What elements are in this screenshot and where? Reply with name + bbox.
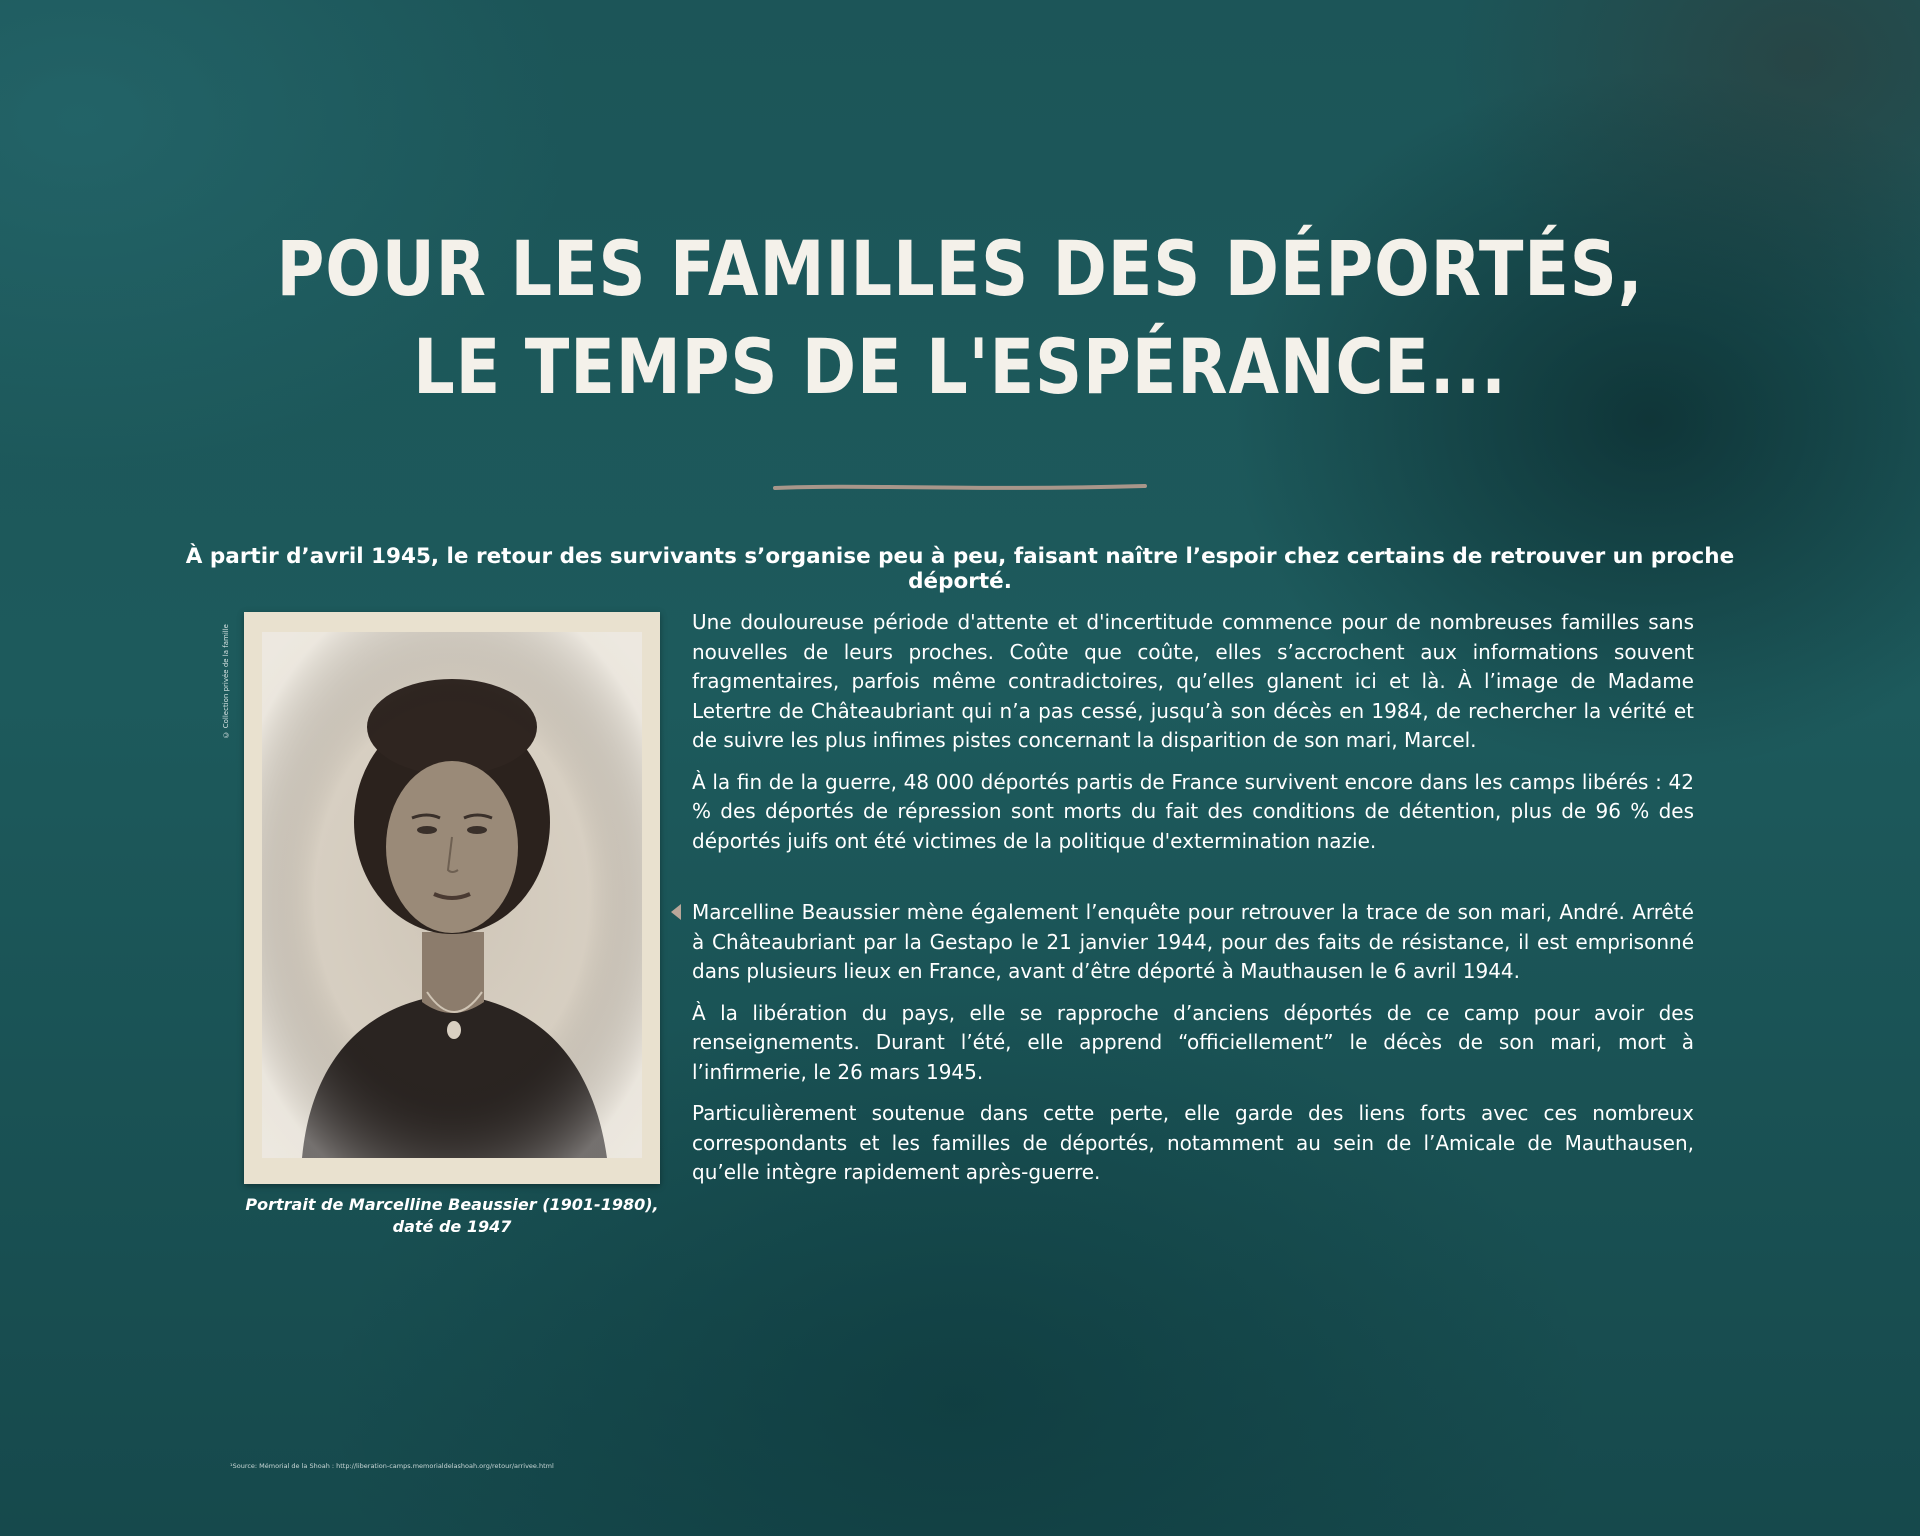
paragraph: Particulièrement soutenue dans cette perte, elle garde des liens forts avec ces nombreux correspondants et les familles de déportés, notamment au sein de l’Amicale de Mauthausen, qu’elle intègre rapidement après-guerre. — [692, 1101, 1694, 1184]
portrait-illustration — [262, 632, 642, 1158]
body-column-a — [692, 608, 1694, 868]
paragraph: À la libération du pays, elle se rapproche d’anciens déportés de ce camp pour avoir des renseignements. Durant l’été, elle apprend “officiellement” le décès de son mari, mort à l’infirmerie, le 26 mars 1945. — [692, 1000, 1694, 1084]
title-line-2: LE TEMPS DE L'ESPÉRANCE... — [413, 322, 1507, 411]
paragraph: Une douloureuse période d'attente et d'incertitude commence pour de nombreuses familles sans nouvelles de leurs proches. Coûte que coûte, elles s’accrochent aux informations souvent fragmentaires, parfois même contradictoires, qu’elles glanent ici et là. À l’image de Madame Letertre de Châteaubriant qui n’a pas cessé, jusqu’à son décès en 1984, de rechercher la vérité et de suivre les plus infimes pistes concernant la disparition de son mari, Marcel. — [692, 610, 1694, 752]
photo-caption — [244, 1194, 660, 1238]
portrait-photo — [262, 632, 642, 1158]
triangle-left-icon — [671, 904, 681, 920]
title-line-1: POUR LES FAMILLES DES DÉPORTÉS, — [276, 224, 1644, 313]
portrait-photo-frame — [244, 612, 660, 1184]
caption-line-2: daté de 1947 — [392, 1217, 512, 1236]
photo-credit: © Collection privée de la famille — [222, 624, 230, 739]
intro-text: À partir d’avril 1945, le retour des survivants s’organise peu à peu, faisant naître l’espoir chez certains de retrouver un proche déporté. — [185, 544, 1735, 594]
page-title — [134, 220, 1785, 416]
caption-line-1: Portrait de Marcelline Beaussier (1901-1980), — [245, 1195, 659, 1214]
body-column-b — [692, 898, 1694, 1200]
title-underline — [773, 482, 1147, 492]
source-footnote: ¹Source: Mémorial de la Shoah : http://liberation-camps.memorialdelashoah.org/retour/arrivee.html — [230, 1462, 554, 1470]
paragraph: À la fin de la guerre, 48 000 déportés partis de France survivent encore dans les camps libérés : 42 % des déportés de répression sont morts du fait des conditions de détention, plus de 96 % des déportés juifs ont été victimes de la politique d'extermination nazie. — [692, 769, 1694, 853]
paragraph: Marcelline Beaussier mène également l’enquête pour retrouver la trace de son mari, André. Arrêté à Châteaubriant par la Gestapo le 21 janvier 1944, pour des faits de résistance, il est emprisonné dans plusieurs lieux en France, avant d’être déporté à Mauthausen le 6 avril 1944. — [692, 900, 1694, 983]
